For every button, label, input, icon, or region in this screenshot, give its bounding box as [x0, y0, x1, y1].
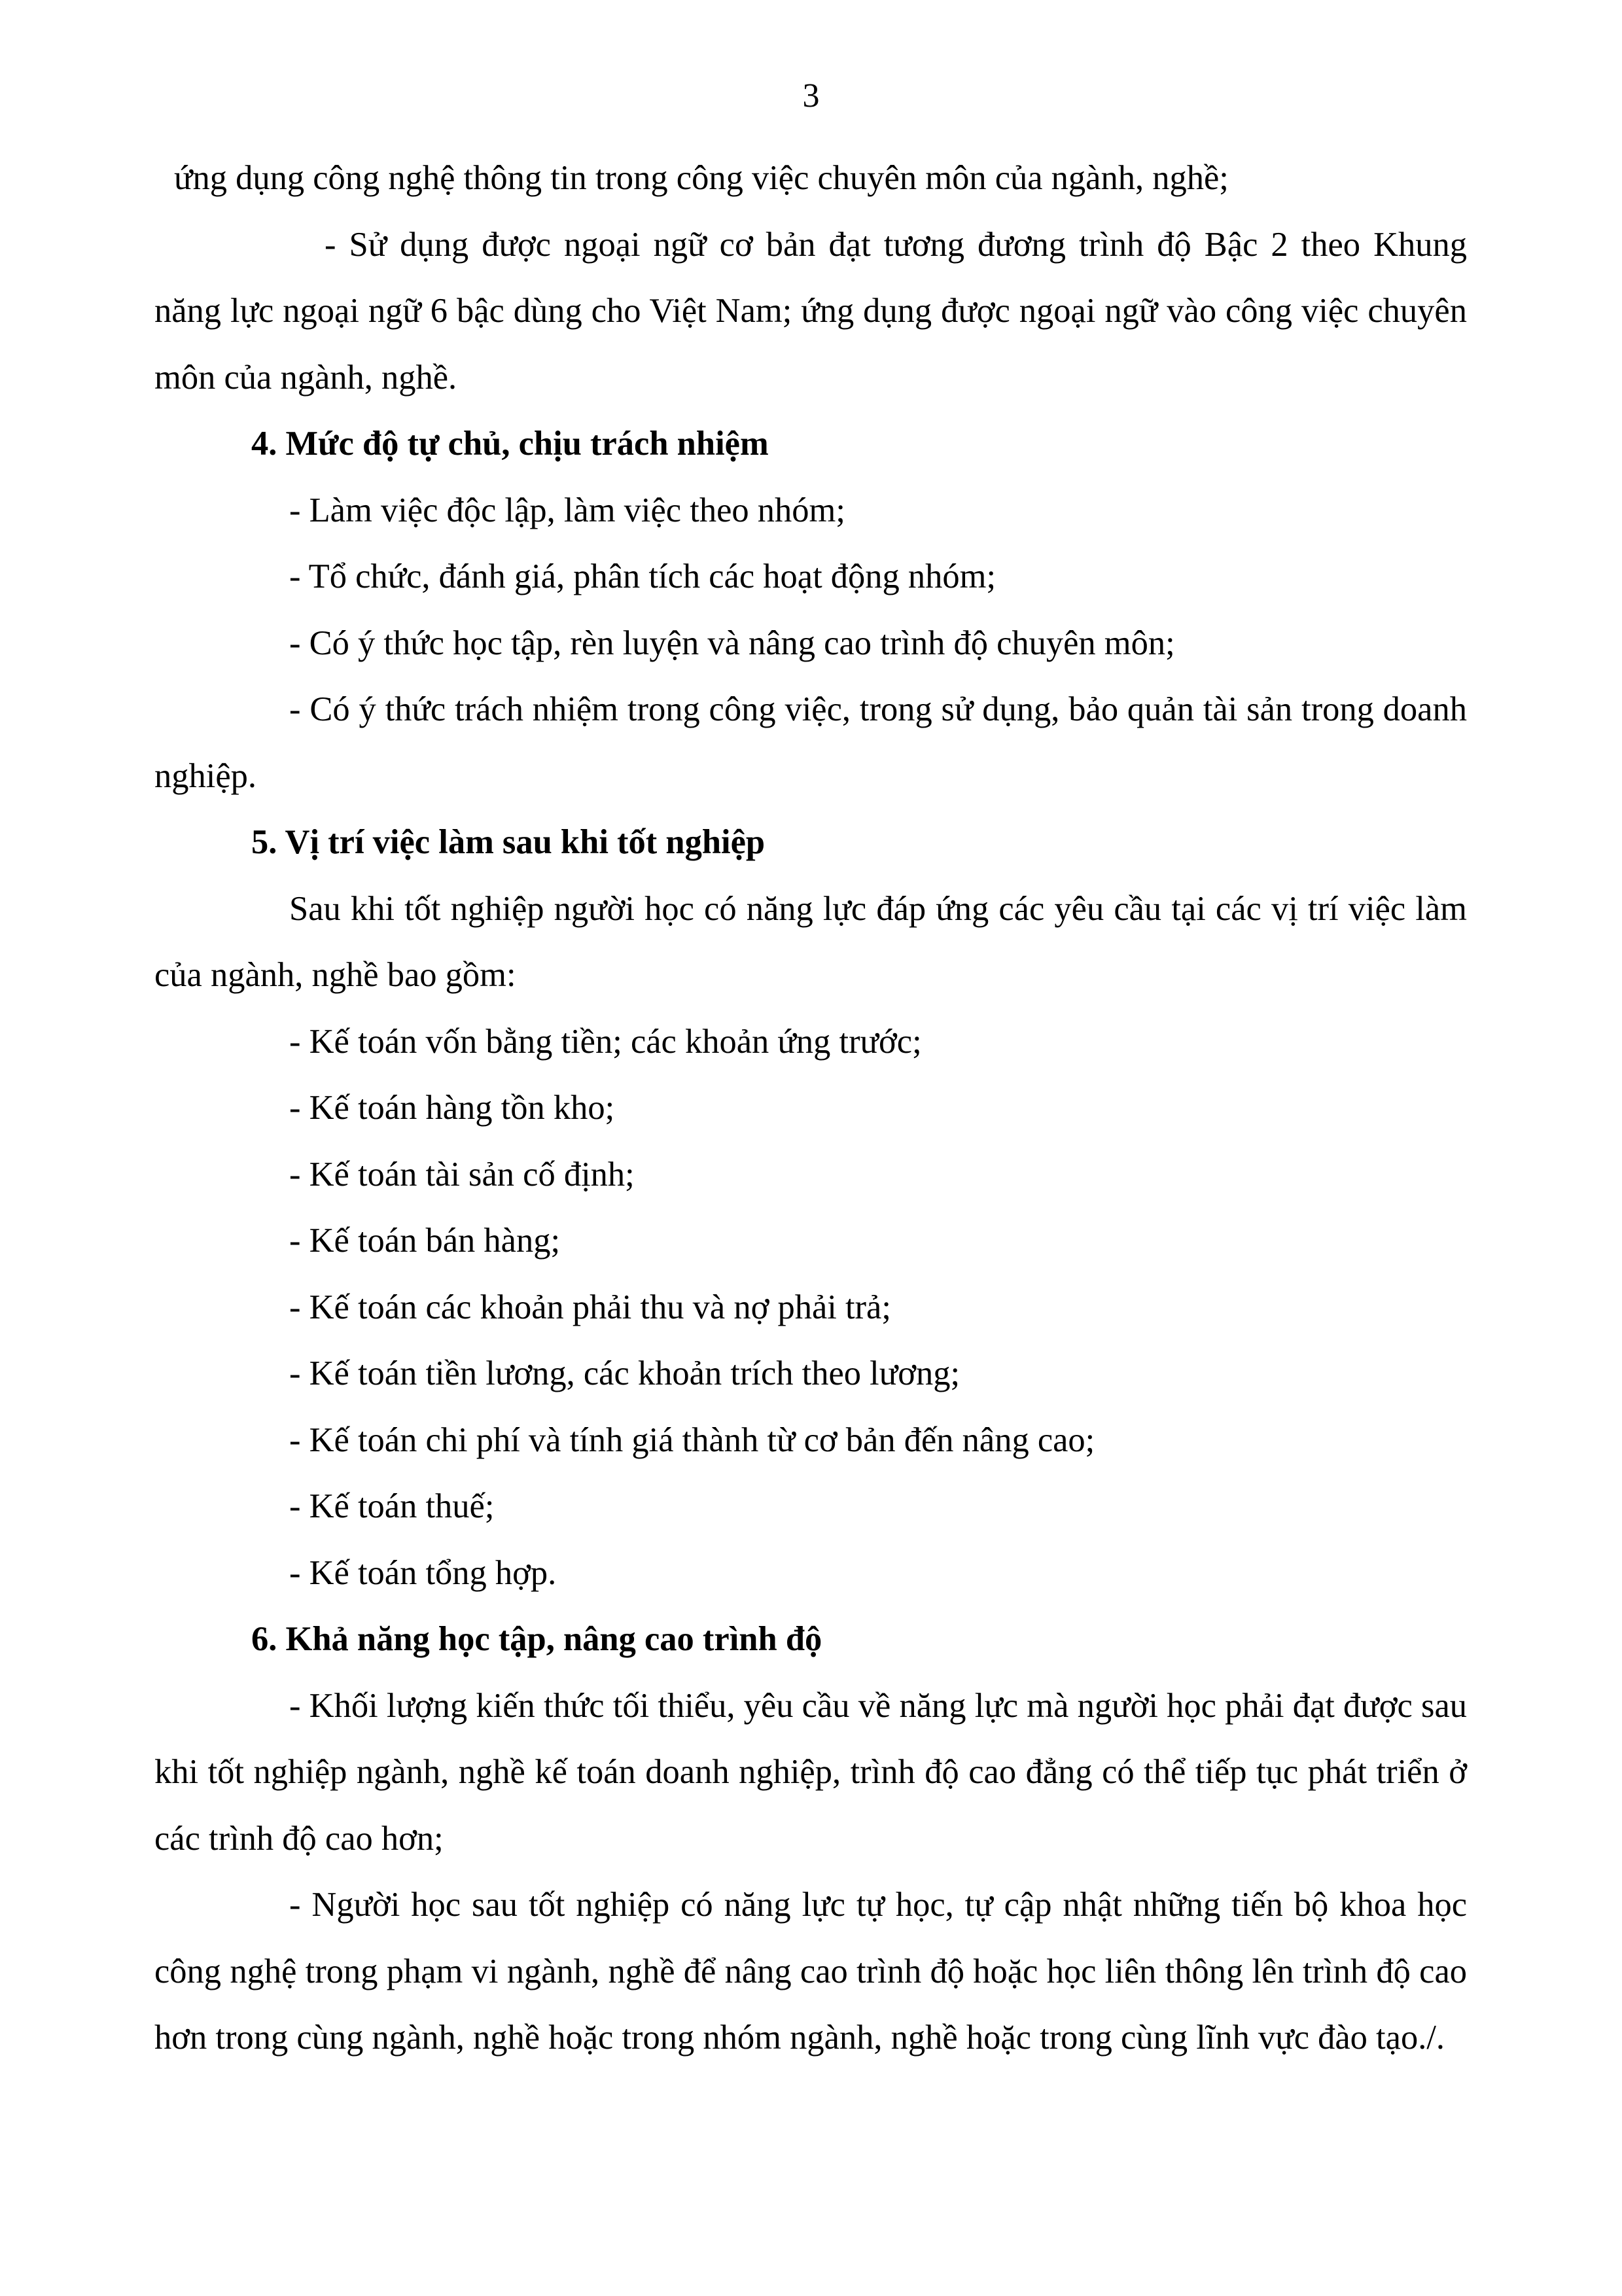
job-position-item: - Kế toán hàng tồn kho;	[289, 1089, 615, 1127]
section-4-heading: 4. Mức độ tự chủ, chịu trách nhiệm	[251, 425, 769, 463]
job-position-item: - Kế toán vốn bằng tiền; các khoản ứng trước;	[289, 1022, 922, 1061]
job-position-item: - Kế toán tổng hợp.	[289, 1553, 557, 1592]
section-4-item: - Làm việc độc lập, làm việc theo nhóm;	[289, 491, 845, 529]
job-position-item: - Kế toán tiền lương, các khoản trích theo lương;	[289, 1354, 961, 1392]
foreign-language-paragraph: - Sử dụng được ngoại ngữ cơ bản đạt tương đương trình độ Bậc 2 theo Khung năng lực ngoại ngữ 6 bậc dùng cho Việt Nam; ứng dụng được ngoại ngữ vào công việc chuyên môn của ngành, nghề.	[154, 225, 1467, 397]
job-position-item: - Kế toán các khoản phải thu và nợ phải trả;	[289, 1288, 891, 1326]
section-6-item: - Người học sau tốt nghiệp có năng lực tự học, tự cập nhật những tiến bộ khoa học công nghệ trong phạm vi ngành, nghề để nâng cao trình độ hoặc học liên thông lên trình độ cao hơn trong cùng ngành, nghề hoặc trong nhóm ngành, nghề hoặc trong cùng lĩnh vực đào tạo./.	[154, 1886, 1467, 2057]
section-4-item: - Tổ chức, đánh giá, phân tích các hoạt động nhóm;	[289, 557, 996, 595]
job-position-item: - Kế toán bán hàng;	[289, 1222, 561, 1260]
intro-continuation-line: ứng dụng công nghệ thông tin trong công việc chuyên môn của ngành, nghề;	[174, 159, 1229, 197]
section-4-item: - Có ý thức học tập, rèn luyện và nâng cao trình độ chuyên môn;	[289, 624, 1175, 662]
job-position-item: - Kế toán chi phí và tính giá thành từ cơ bản đến nâng cao;	[289, 1421, 1095, 1459]
section-6-heading: 6. Khả năng học tập, nâng cao trình độ	[251, 1620, 822, 1658]
page-body	[154, 145, 1467, 2072]
page-number: 3	[802, 77, 820, 115]
section-6-item: - Khối lượng kiến thức tối thiểu, yêu cầu về năng lực mà người học phải đạt được sau khi tốt nghiệp ngành, nghề kế toán doanh nghiệp, trình độ cao đẳng có thể tiếp tục phát triển ở các trình độ cao hơn;	[154, 1686, 1467, 1858]
job-position-item: - Kế toán thuế;	[289, 1487, 495, 1525]
section-4-item: - Có ý thức trách nhiệm trong công việc, trong sử dụng, bảo quản tài sản trong doanh nghiệp.	[154, 690, 1467, 795]
section-5-intro: Sau khi tốt nghiệp người học có năng lực đáp ứng các yêu cầu tại các vị trí việc làm của ngành, nghề bao gồm:	[154, 889, 1467, 994]
section-5-heading: 5. Vị trí việc làm sau khi tốt nghiệp	[251, 823, 766, 861]
job-position-item: - Kế toán tài sản cố định;	[289, 1155, 635, 1193]
